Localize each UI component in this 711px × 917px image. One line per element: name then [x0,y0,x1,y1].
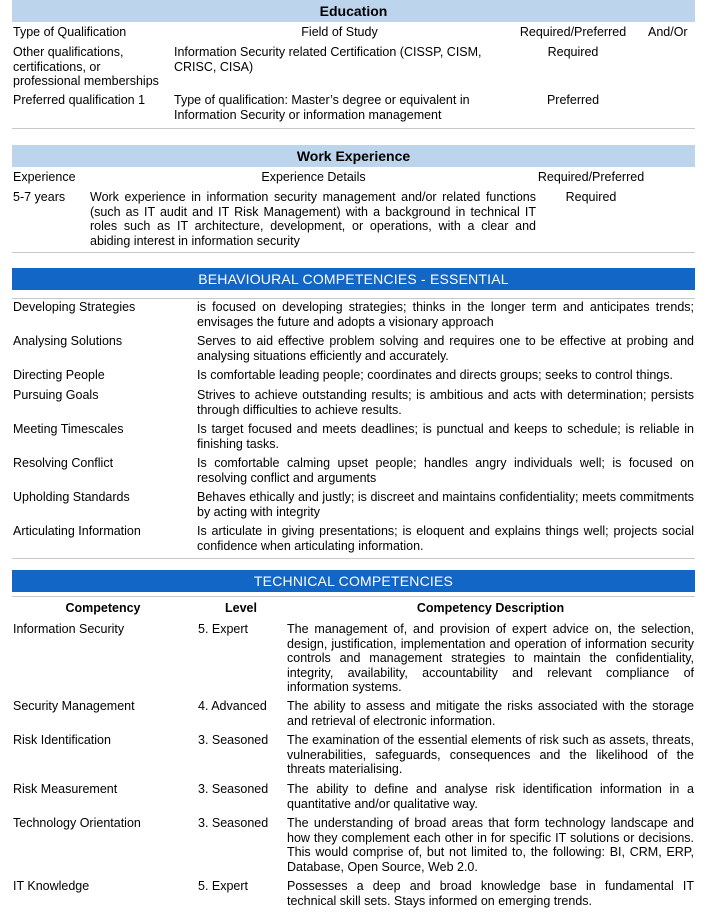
competency-description: The ability to define and analyse risk identification information in a quantitative and/or qualitative way. [287,782,694,811]
competency-row [12,489,695,523]
work-experience-header-row [12,167,695,187]
competency-level: 4. Advanced [198,699,267,713]
field-of-study: Information Security related Certification (CISSP, CISM, CRISC, CISA) [174,45,482,74]
education-row [12,90,695,129]
qualification-type: Preferred qualification 1 [13,93,146,107]
col-header-description: Competency Description [416,601,565,615]
competency-name: Upholding Standards [13,490,130,504]
education-section [12,0,695,129]
col-header-details: Experience Details [261,170,366,184]
col-header-required: Required/Preferred [519,25,627,39]
competency-description: Is comfortable leading people; coordinates and directs groups; seeks to control things. [197,368,673,382]
competency-level: 3. Seasoned [198,782,269,796]
competency-name: Risk Identification [13,733,111,747]
technical-header-row [12,597,695,620]
technical-row [12,814,695,877]
competency-description: The examination of the essential elements of risk such as assets, threats, vulnerabilities, safeguards, consequences and the likelihood of the threats materialising. [287,733,694,776]
competency-name: Risk Measurement [13,782,118,796]
competency-level: 3. Seasoned [198,816,269,830]
competency-row [12,455,695,489]
technical-row [12,620,695,697]
competency-description: Serves to aid effective problem solving and requires one to be effective at probing and analysing situations efficiently and accurately. [197,334,694,363]
competency-name: Information Security [13,622,125,636]
experience-details: Work experience in information security management and/or related functions (such as IT audit and IT Risk Management) with a background in technical IT roles such as IT architecture, development, or operations, with a clear and abiding interest in information security [90,190,536,248]
competency-description: Strives to achieve outstanding results; is ambitious and acts with determination; persists through difficulties to achieve results. [197,388,694,417]
competency-description: The ability to assess and mitigate the risks associated with the storage and retrieval of electronic information. [287,699,694,728]
work-experience-row [12,187,695,253]
education-row [12,42,695,90]
competency-name: Resolving Conflict [13,456,114,470]
col-header-type: Type of Qualification [13,25,127,39]
competency-row [12,387,695,421]
competency-row [12,367,695,387]
requirement: Preferred [546,93,600,107]
col-header-required: Required/Preferred [537,170,645,184]
technical-title: TECHNICAL COMPETENCIES [12,570,695,592]
field-of-study: Type of qualification: Master’s degree or equivalent in Information Security or information management [174,93,470,122]
qualification-type: Other qualifications, certifications, or professional memberships [13,45,159,88]
competency-description: Behaves ethically and justly; is discreet and maintains confidentiality; meets commitments by acting with integrity [197,490,694,519]
technical-row [12,731,695,780]
competency-description: The management of, and provision of expert advice on, the selection, design, justification, implementation and operation of information security controls and management strategies to maintain the confidentiality, integrity, availability, accountability and relevant compliance of information systems. [287,622,694,694]
competency-description: Is comfortable calming upset people; handles angry individuals well; is focused on resolving conflict and arguments [197,456,694,485]
competency-row [12,333,695,367]
competency-name: IT Knowledge [13,879,90,893]
technical-row [12,780,695,814]
competency-name: Meeting Timescales [13,422,124,436]
competency-name: Directing People [13,368,105,382]
competency-row [12,523,695,559]
work-experience-section [12,145,695,253]
competency-row [12,299,695,333]
behavioural-competencies-section [12,268,695,559]
education-title: Education [12,0,695,22]
technical-row [12,877,695,911]
col-header-field: Field of Study [301,25,378,39]
competency-description: Is target focused and meets deadlines; is punctual and keeps to schedule; is reliable in finishing tasks. [197,422,694,451]
competency-level: 5. Expert [198,622,249,636]
technical-row [12,697,695,731]
competency-name: Security Management [13,699,135,713]
col-header-andor: And/Or [648,25,688,39]
competency-name: Pursuing Goals [13,388,99,402]
competency-level: 5. Expert [198,879,249,893]
work-experience-title: Work Experience [12,145,695,167]
behavioural-title: BEHAVIOURAL COMPETENCIES - ESSENTIAL [12,268,695,290]
col-header-experience: Experience [13,170,76,184]
competency-name: Analysing Solutions [13,334,123,348]
competency-description: Is articulate in giving presentations; is eloquent and explains things well; projects social confidence when articulating information. [197,524,694,553]
competency-level: 3. Seasoned [198,733,269,747]
education-header-row [12,22,695,42]
requirement: Required [547,45,599,59]
technical-competencies-section [12,570,695,911]
competency-row [12,421,695,455]
competency-description: is focused on developing strategies; thinks in the longer term and anticipates trends; envisages the future and adopts a visionary approach [197,300,694,329]
experience-years: 5-7 years [13,190,66,204]
competency-name: Developing Strategies [13,300,136,314]
competency-description: Possesses a deep and broad knowledge base in fundamental IT technical skill sets. Stays informed on emerging trends. [287,879,694,908]
col-header-level: Level [225,601,257,615]
competency-name: Technology Orientation [13,816,141,830]
requirement: Required [565,190,617,204]
competency-description: The understanding of broad areas that form technology landscape and how they complement each other in for specific IT solutions or decisions. This would comprise of, but not limited to, the following: BI, CRM, ERP, Database, Open Source, Web 2.0. [287,816,694,874]
competency-name: Articulating Information [13,524,141,538]
col-header-competency: Competency [65,601,141,615]
